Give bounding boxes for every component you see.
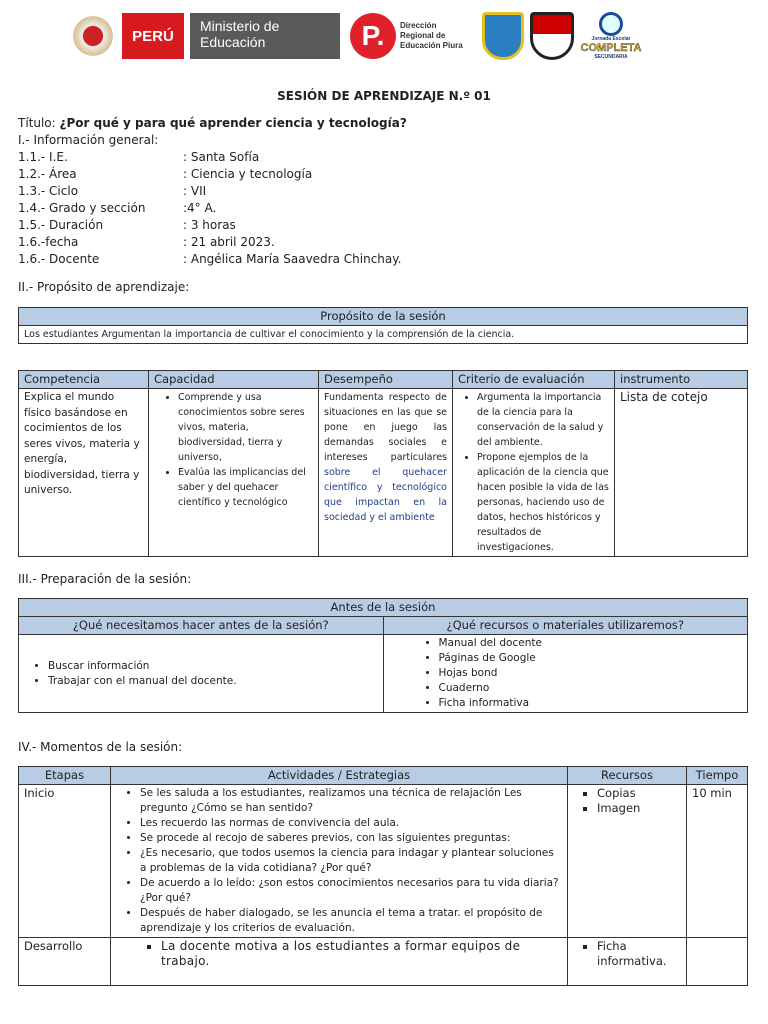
desarrollo-activities: [116, 939, 562, 969]
info-row: [18, 234, 401, 251]
competency-table: [18, 370, 748, 557]
inicio-activities: [116, 786, 562, 936]
list-item: • Manual del docente: [439, 636, 743, 651]
column-header: Etapas: [19, 767, 111, 785]
table-row-desarrollo: [19, 938, 748, 986]
general-info-list: [18, 149, 401, 268]
resources-list: [389, 636, 743, 711]
list-item: • Buscar información: [48, 659, 378, 674]
list-item: ▪ Ficha informativa.: [597, 939, 681, 969]
peru-coat-of-arms-logo: [70, 13, 116, 59]
table-row-inicio: [19, 785, 748, 938]
list-item: ▪ Copias: [597, 786, 681, 801]
list-item: ▪ La docente motiva a los estudiantes a formar equipos de trabajo.: [161, 939, 562, 969]
column-header: Criterio de evaluación: [453, 371, 615, 389]
desarrollo-time: [687, 938, 748, 986]
info-row: [18, 183, 401, 200]
purpose-header: Propósito de la sesión: [19, 308, 748, 326]
info-row: [18, 149, 401, 166]
school-crest-logo: [530, 12, 574, 60]
section-heading-3: III.- Preparación de la sesión:: [18, 572, 192, 586]
list-item: • De acuerdo a lo leído: ¿son estos conocimientos necesarios para tu vida diaria? ¿Por qué?: [140, 876, 562, 906]
capacity-list: [154, 390, 313, 510]
stage-desarrollo: Desarrollo: [19, 938, 111, 986]
criteria-list: [453, 390, 609, 555]
column-header: Desempeño: [319, 371, 453, 389]
list-item: • Después de haber dialogado, se les anuncia el tema a tratar. el propósito de aprendizaje y los criterios de evaluación.: [140, 906, 562, 936]
list-item: • Trabajar con el manual del docente.: [48, 674, 378, 689]
section-heading-2: II.- Propósito de aprendizaje:: [18, 280, 190, 294]
performance-text: Fundamenta respecto de situaciones en las que se pone en juego las demandas sociales e intereses particulares: [324, 392, 447, 463]
column-header: Recursos: [568, 767, 687, 785]
info-row: [18, 217, 401, 234]
section-heading-4: IV.- Momentos de la sesión:: [18, 740, 183, 754]
column-header: Capacidad: [149, 371, 319, 389]
info-value: :4° A.: [183, 201, 217, 215]
list-item: • Cuaderno: [439, 681, 743, 696]
column-header: Actividades / Estrategias: [111, 767, 568, 785]
header-logos: [70, 12, 642, 60]
preparation-table: [18, 598, 748, 713]
list-item: • ¿Es necesario, que todos usemos la ciencia para indagar y plantear soluciones a problemas de la vida cotidiana? ¿Por qué?: [140, 846, 562, 876]
stage-inicio: Inicio: [19, 785, 111, 938]
info-row: [18, 166, 401, 183]
purpose-text: Los estudiantes Argumentan la importancia de cultivar el conocimiento y la comprensión de la ciencia.: [19, 326, 748, 344]
info-label: 1.5.- Duración: [18, 218, 104, 232]
info-label: 1.4.- Grado y sección: [18, 201, 146, 215]
column-header: instrumento: [615, 371, 748, 389]
info-label: 1.6.-fecha: [18, 235, 79, 249]
peru-logo: PERÚ: [122, 13, 184, 59]
needs-header: ¿Qué necesitamos hacer antes de la sesión?: [19, 617, 384, 635]
jec-logo: Jornada Escolar COMPLETA SECUNDARIA: [580, 12, 642, 60]
list-item: • Propone ejemplos de la aplicación de la ciencia que hacen posible la vida de las personas, haciendo uso de datos, hechos históricos y resultados de investigaciones.: [477, 450, 609, 555]
performance-text-highlight: sobre el quehacer científico y tecnológico que impactan en la sociedad y el ambiente: [324, 467, 447, 523]
desarrollo-resources: [573, 939, 681, 969]
inicio-time: 10 min: [687, 785, 748, 938]
list-item: • Evalúa las implicancias del saber y del quehacer científico y tecnológico: [178, 465, 313, 510]
list-item: • Se procede al recojo de saberes previos, con las siguientes preguntas:: [140, 831, 562, 846]
moments-table: [18, 766, 748, 986]
info-row: [18, 251, 401, 268]
list-item: • Páginas de Google: [439, 651, 743, 666]
list-item: • Hojas bond: [439, 666, 743, 681]
column-header: Tiempo: [687, 767, 748, 785]
column-header: Competencia: [19, 371, 149, 389]
purpose-table: [18, 307, 748, 344]
resources-header: ¿Qué recursos o materiales utilizaremos?: [383, 617, 748, 635]
school-shield-logo: [482, 12, 524, 60]
instrument-text: Lista de cotejo: [615, 389, 748, 557]
minedu-logo: Ministerio de Educación: [190, 13, 340, 59]
list-item: • Ficha informativa: [439, 696, 743, 711]
info-label: 1.3.- Ciclo: [18, 184, 79, 198]
document-title: SESIÓN DE APRENDIZAJE N.º 01: [277, 89, 491, 103]
needs-list: [24, 659, 378, 689]
info-label: 1.6.- Docente: [18, 252, 100, 266]
list-item: • Argumenta la importancia de la ciencia para la conservación de la salud y del ambiente.: [477, 390, 609, 450]
section-heading-1: I.- Información general:: [18, 133, 159, 147]
info-label: 1.1.- I.E.: [18, 150, 68, 164]
before-session-header: Antes de la sesión: [19, 599, 748, 617]
list-item: • Se les saluda a los estudiantes, realizamos una técnica de relajación Les pregunto ¿Cómo se han sentido?: [140, 786, 562, 816]
info-label: 1.2.- Área: [18, 167, 77, 181]
info-value: : Angélica María Saavedra Chinchay.: [183, 252, 402, 266]
info-value: : Santa Sofía: [183, 150, 260, 164]
info-value: : Ciencia y tecnología: [183, 167, 313, 181]
competency-text: Explica el mundo físico basándose en cocimientos de los seres vivos, materia y energía, biodiversidad, tierra y universo.: [19, 389, 149, 557]
list-item: ▪ Imagen: [597, 801, 681, 816]
info-value: : 3 horas: [183, 218, 236, 232]
drep-piura-logo: P. Dirección Regional de Educación Piura: [350, 13, 470, 59]
inicio-resources: [573, 786, 681, 816]
info-row: [18, 200, 401, 217]
session-title: Título: ¿Por qué y para qué aprender ciencia y tecnología?: [18, 116, 407, 130]
info-value: : VII: [183, 184, 207, 198]
list-item: • Comprende y usa conocimientos sobre seres vivos, materia, biodiversidad, tierra y universo,: [178, 390, 313, 465]
info-value: : 21 abril 2023.: [183, 235, 275, 249]
list-item: • Les recuerdo las normas de convivencia del aula.: [140, 816, 562, 831]
